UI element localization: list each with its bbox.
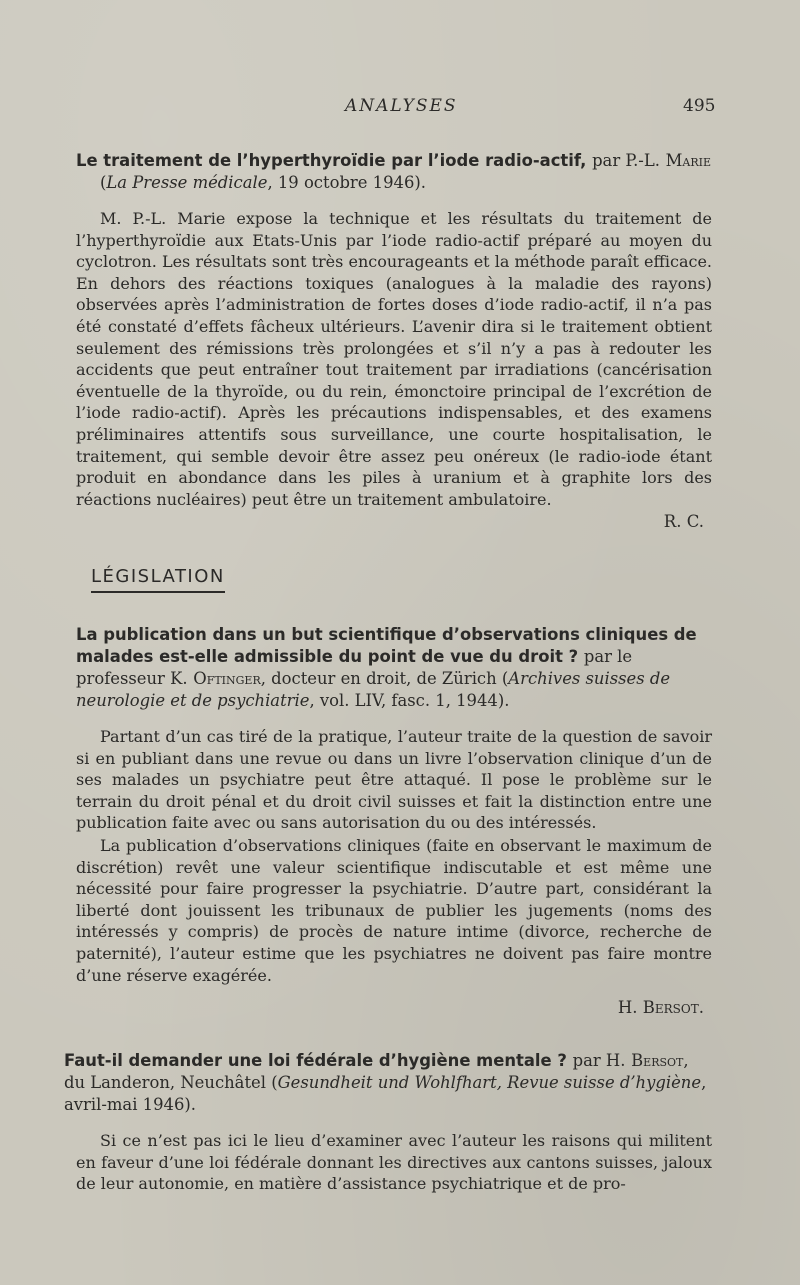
article-author: Marie [665,151,712,170]
page-number: 495 [683,96,716,116]
article-source: (La Presse médicale, 19 octobre 1946). [100,173,426,192]
article-byline: par H. [572,1051,626,1070]
article-body: Si ce n’est pas ici le lieu d’examiner avec l’auteur les raisons qui militent en faveur d’une loi fédérale donnant les directives aux cantons suisses, jaloux de leur autonomie, en matière d’assistance psychiatrique et de pro- [76,1131,712,1194]
article-body: M. P.-L. Marie expose la technique et les résultats du traitement de l’hyperthyroïdie aux Etats-Unis par l’iode radio-actif préparé au moyen du cyclotron. Les résultats sont très encourageants et la méthode paraît efficace. En dehors des réactions toxiques (analogues à la maladie des rayons) observées après l’administration de fortes doses d’iode radio-actif, il n’a pas été constaté d’effets fâcheux ultérieurs. L’avenir dira si le traitement obtient seulement des rémissions très prolongées et s’il n’y a pas à redouter les accidents que peut entraîner tout traitement par irradiations (cancérisation éventuelle de la thyroïde, ou du rein, émonctoire principal de l’excrétion de l’iode radio-actif). Après les précautions indispensables, et des examens préliminaires attentifs sous surveillance, une courte hospitalisation, le traitement, qui semble devoir être assez peu onéreux (le radio-iode étant produit en abondance dans les piles à uranium et à graphite lors des réactions nucléaires) peut être un traitement ambulatoire. [76,209,712,509]
article-heading [64,1050,714,1116]
article-title: La publication dans un but scientifique d’observations cliniques de malades est-elle admissible du point de vue du droit ? [76,625,697,666]
source-journal: La Presse médicale [106,173,268,192]
section-title-legislation: LÉGISLATION [91,566,225,593]
article-hyperthyroidie [64,150,714,531]
source-details: , avril-mai 1946). [64,1073,707,1114]
article-heading [64,624,714,712]
source-details: , vol. LIV, fasc. 1, 1944). [309,691,510,710]
article-byline: par le professeur K. [76,647,633,688]
article-body-paragraph-2: La publication d’observations cliniques (faite en observant le maximum de discrétion) revêt une valeur scientifique indiscutable et est même une nécessité pour faire progresser la psychiatrie. D’autre part, considérant la liberté dont jouissent les tribunaux de publier les jugements (noms des intéressés y compris) de procès de nature intime (divorce, recherche de paternité), l’auteur estime que les psychiatres ne doivent pas faire montre d’une réserve exagérée. [76,835,712,985]
author-affiliation: , du Landeron, Neuchâtel ( [64,1051,689,1092]
article-author: Bersot [631,1051,684,1070]
article-title: Faut-il demander une loi fédérale d’hygiène mentale ? [64,1051,567,1070]
running-head [0,96,800,126]
article-body-paragraph-1: Partant d’un cas tiré de la pratique, l’auteur traite de la question de savoir si en publiant dans une revue ou dans un livre l’observation clinique d’un de ses malades un psychiatre peut être attaqué. Il pose le problème sur le terrain du droit pénal et du droit civil suisses et fait la distinction entre une publication faite avec ou sans autorisation du ou des intéressés. [76,727,712,833]
article-byline: par P.-L. [592,151,660,170]
article-signature [64,998,714,1017]
article-loi-federale [64,1050,714,1195]
article-signature: R. C. [663,512,704,532]
source-journal: Archives suisses de neurologie et de psychiatrie [76,669,671,710]
signature-initial: H. [617,998,638,1018]
signature-name: Bersot. [642,998,704,1018]
article-title: Le traitement de l’hyperthyroïdie par l’iode radio-actif, [76,151,587,170]
source-journal: Gesundheit und Wohlfhart, Revue suisse d’hygiène [277,1073,702,1092]
article-author: Oftinger [193,669,261,688]
author-affiliation: , docteur en droit, de Zürich ( [260,669,509,688]
source-date: , 19 octobre 1946). [267,173,426,192]
article-heading [64,150,714,194]
article-publication [64,624,714,1017]
running-head-title: ANALYSES [345,96,458,116]
